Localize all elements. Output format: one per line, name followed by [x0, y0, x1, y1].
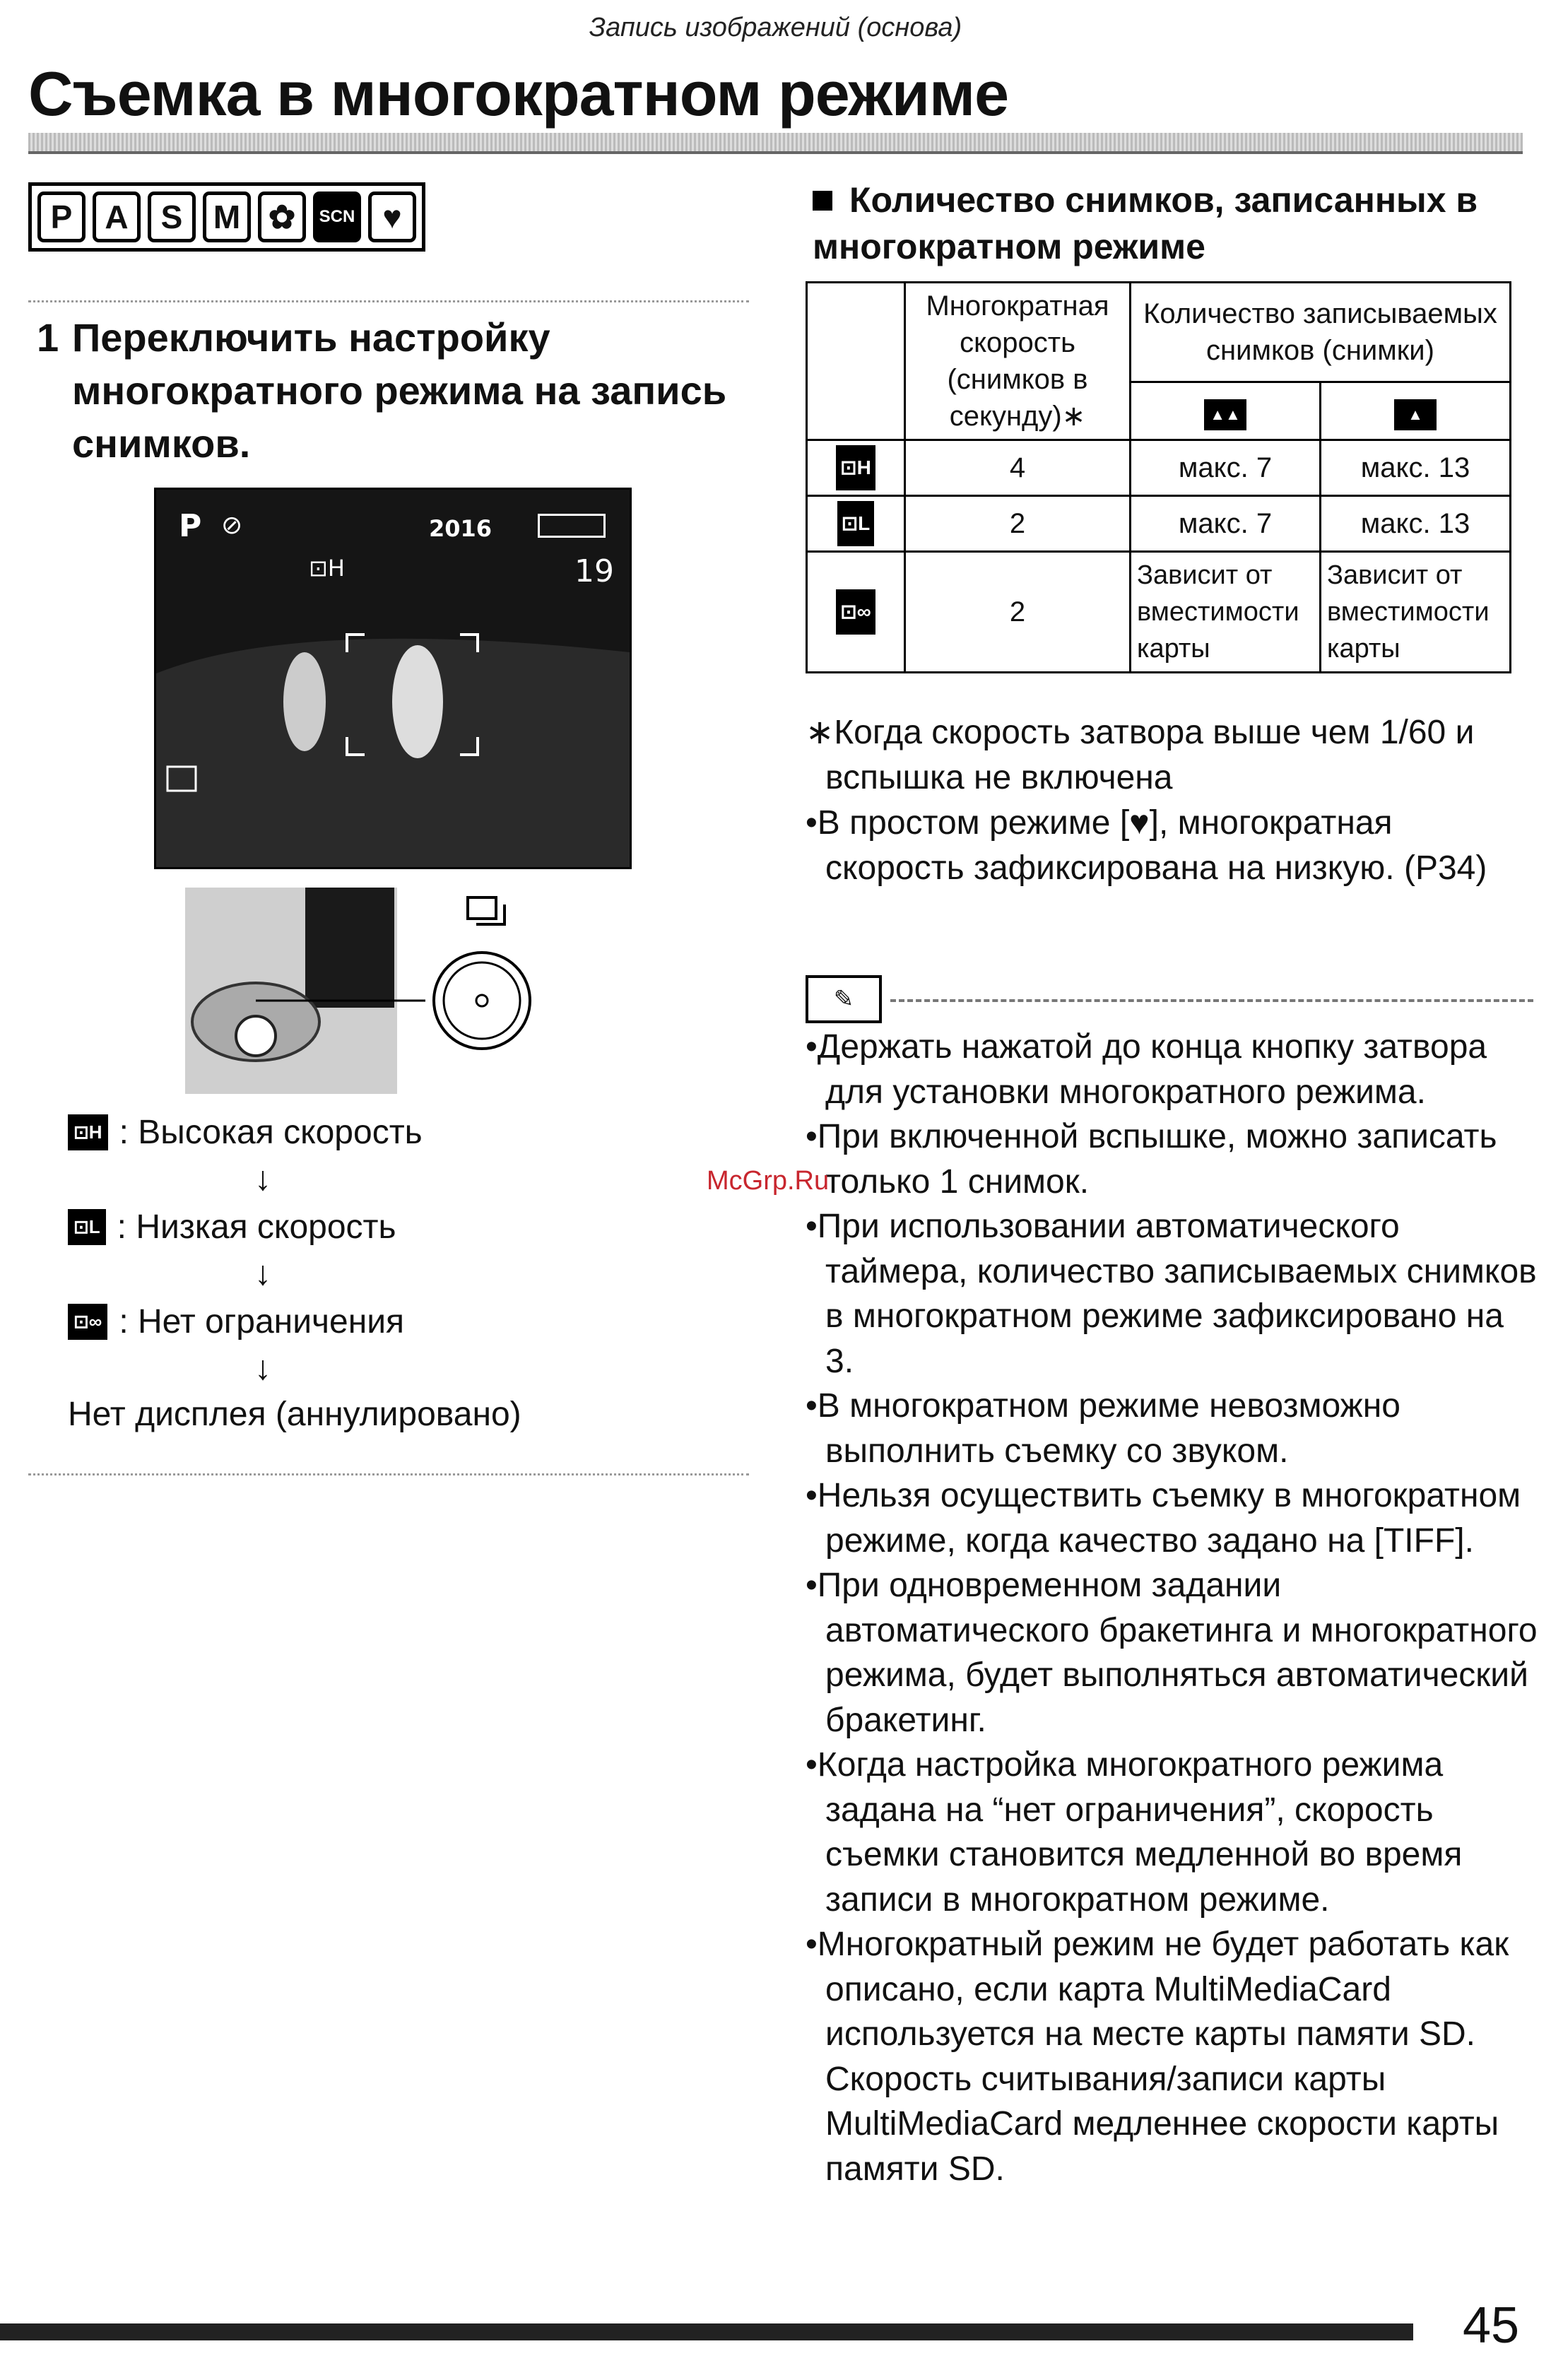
footer-rule	[0, 2323, 1413, 2340]
cycle-arrow: ↓	[254, 1350, 271, 1387]
flash-off-icon: ⊘	[221, 511, 243, 540]
battery-icon	[538, 514, 606, 538]
mode-icon-bar	[28, 182, 425, 252]
mode-p-icon: P	[37, 192, 85, 242]
col-speed-header: Многократная скорость (снимков в секунду)∗	[905, 283, 1131, 440]
list-item: •Нельзя осуществить съемку в многократном режиме, когда качество задано на [TIFF].	[806, 1477, 1521, 1560]
quality-standard-icon: ▲	[1321, 382, 1511, 440]
macro-icon: ✿	[258, 192, 306, 242]
burst-button-illustration	[185, 888, 538, 1094]
burst-low-icon: ⊡L	[837, 501, 875, 546]
list-item: •При одновременном задании автоматического бракетинга и многократного режима, будет выполняться автоматический бракетинг.	[806, 1567, 1538, 1739]
burst-high-icon: ⊡H	[68, 1114, 108, 1150]
quality-fine-icon: ▲▲	[1131, 382, 1321, 440]
section-subtitle: Запись изображений (основа)	[589, 13, 962, 42]
step-text: Переключить настройку многократного режима на запись снимков.	[72, 315, 727, 466]
fine-count: Зависит от вместимости карты	[1131, 552, 1321, 673]
title-divider	[28, 133, 1523, 154]
burst-unlimited-icon: ⊡∞	[68, 1304, 107, 1340]
fine-count: макс. 7	[1131, 440, 1321, 496]
list-item: •Многократный режим не будет работать как описано, если карта MultiMediaCard используется на месте карты памяти SD. Скорость считывания/записи карты MultiMediaCard медленнее скорости карты памяти SD.	[806, 1926, 1509, 2188]
burst-mode-cycle	[68, 1108, 760, 1434]
standard-count: макс. 13	[1321, 496, 1511, 552]
burst-option-high	[68, 1108, 760, 1156]
screen-mode: P	[179, 508, 202, 544]
standard-count: Зависит от вместимости карты	[1321, 552, 1511, 673]
burst-option-label: : Нет ограничения	[119, 1302, 405, 1341]
watermark: McGrp.Ru	[707, 1166, 830, 1196]
burst-unlimited-icon: ⊡∞	[836, 589, 875, 635]
list-item: •При использовании автоматического таймера, количество записываемых снимков в многократном режиме зафиксировано на 3.	[806, 1208, 1537, 1380]
speed-value: 4	[905, 440, 1131, 496]
page-title: Съемка в многократном режиме	[28, 59, 1009, 129]
screen-year: 2016	[429, 515, 493, 542]
burst-option-label: : Высокая скорость	[119, 1113, 423, 1151]
fine-count: макс. 7	[1131, 496, 1321, 552]
camera-screen-illustration	[154, 488, 632, 869]
square-bullet-icon	[813, 191, 832, 211]
burst-high-icon: ⊡H	[836, 445, 875, 490]
list-item: •В многократном режиме невозможно выполнить съемку со звуком.	[806, 1387, 1400, 1470]
step-1	[37, 311, 743, 470]
mode-s-icon: S	[148, 192, 196, 242]
notes-list	[806, 1025, 1540, 2191]
note-item: •В простом режиме [♥], многократная скорость зафиксирована на низкую. (P34)	[806, 804, 1487, 887]
mode-m-icon: M	[203, 192, 251, 242]
burst-option-low	[68, 1203, 760, 1251]
col-count-header: Количество записываемых снимков (снимки)	[1131, 283, 1511, 382]
screen-burst-indicator: ⊡H	[309, 555, 345, 582]
table-row	[807, 552, 1511, 673]
list-item: •Когда настройка многократного режима задана на “нет ограничения”, скорость съемки становится медленной во время записи в многократном режиме.	[806, 1746, 1463, 1919]
speed-value: 2	[905, 496, 1131, 552]
cycle-arrow: ↓	[254, 1255, 271, 1292]
burst-button-drawing	[185, 888, 538, 1094]
scene-icon: SCN	[313, 192, 361, 242]
step-number: 1	[37, 315, 59, 360]
list-item: •Держать нажатой до конца кнопку затвора для установки многократного режима.	[806, 1028, 1487, 1111]
footnote: ∗Когда скорость затвора выше чем 1/60 и вспышка не включена	[806, 714, 1475, 796]
step-divider-top	[28, 300, 749, 302]
screen-scene	[156, 490, 630, 867]
burst-low-icon: ⊡L	[68, 1209, 106, 1245]
mode-a-icon: A	[93, 192, 141, 242]
step-divider-bottom	[28, 1473, 749, 1475]
burst-option-off: Нет дисплея (аннулировано)	[68, 1396, 521, 1433]
table-row	[807, 496, 1511, 552]
speed-value: 2	[905, 552, 1131, 673]
burst-option-unlimited	[68, 1297, 760, 1345]
burst-count-table	[806, 281, 1511, 673]
note-divider	[890, 999, 1533, 1002]
screen-remaining-count: 19	[574, 553, 614, 589]
table-corner	[807, 283, 905, 440]
cycle-arrow: ↓	[254, 1160, 271, 1198]
simple-mode-heart-icon: ♥	[368, 192, 416, 242]
burst-option-label: : Низкая скорость	[117, 1208, 396, 1246]
list-item: •При включенной вспышке, можно записать только 1 снимок.	[806, 1118, 1497, 1201]
table-heading: Количество снимков, записанных в многократном режиме	[813, 180, 1478, 266]
page-number: 45	[1463, 2297, 1520, 2354]
table-notes	[806, 710, 1533, 891]
table-row	[807, 440, 1511, 496]
standard-count: макс. 13	[1321, 440, 1511, 496]
note-pencil-icon: ✎	[806, 975, 882, 1023]
